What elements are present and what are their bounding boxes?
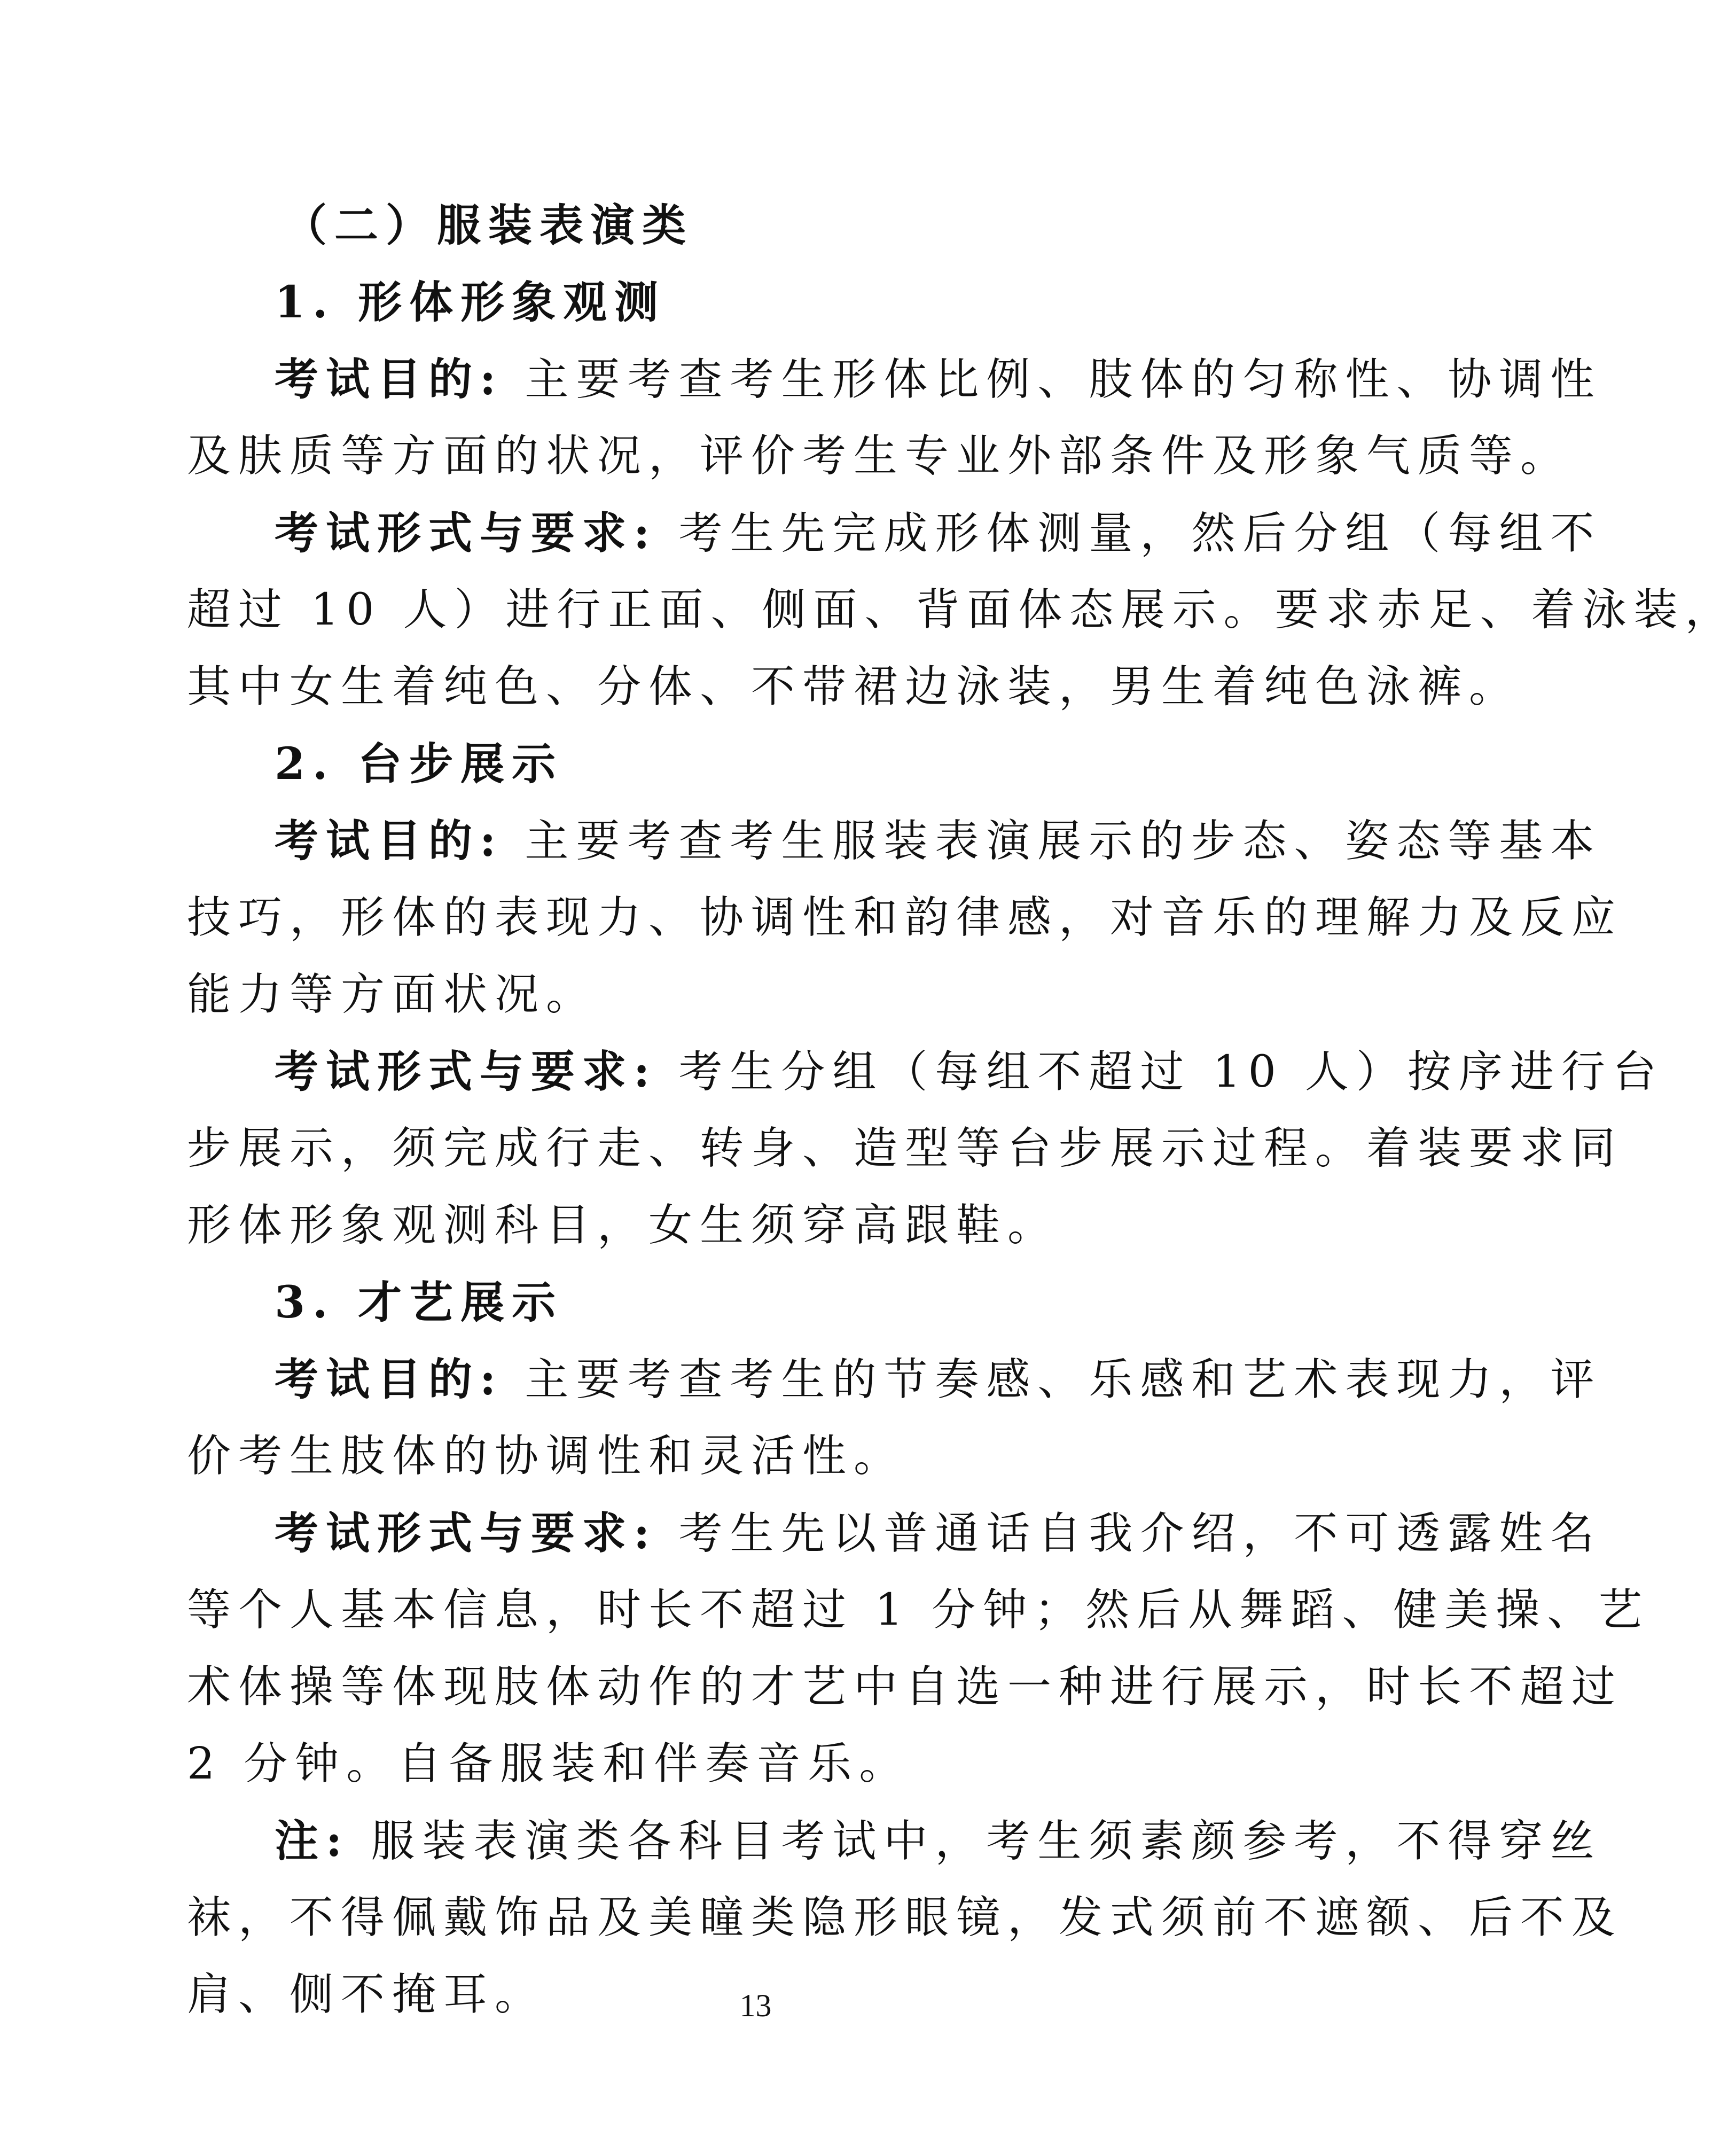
purpose-text: 主要考查考生服装表演展示的步态、姿态等基本 [503,816,1602,867]
item-heading-2: 2. 台步展示 [275,738,564,790]
requirement-label: 考试形式与要求: [275,1508,658,1559]
note-text: 服装表演类各科目考试中，考生须素颜参考，不得穿丝 [349,1816,1602,1867]
purpose-text: 能力等方面状况。 [187,969,598,1020]
note-text: 袜，不得佩戴饰品及美瞳类隐形眼镜，发式须前不遮额、后不及 [187,1892,1623,1943]
item-heading-1: 1. 形体形象观测 [275,277,666,328]
requirement-line [187,495,1602,572]
note-label: 注: [275,1815,350,1867]
purpose-text: 技巧，形体的表现力、协调性和韵律感，对音乐的理解力及反应 [187,892,1623,943]
requirement-text: 2 分钟。自备服装和伴奏音乐。 [187,1738,911,1789]
purpose-line [187,802,1602,879]
purpose-text: 价考生肢体的协调性和灵活性。 [187,1431,905,1481]
requirement-text: 考生先完成形体测量，然后分组（每组不 [657,508,1602,559]
purpose-text: 及肤质等方面的状况，评价考生专业外部条件及形象气质等。 [187,431,1572,481]
purpose-text: 主要考查考生形体比例、肢体的匀称性、协调性 [503,354,1602,405]
requirement-line [187,1495,1602,1572]
requirement-text: 术体操等体现肢体动作的才艺中自选一种进行展示，时长不超过 [187,1662,1623,1712]
purpose-label: 考试目的: [275,354,504,405]
requirement-text: 超过 10 人）进行正面、侧面、背面体态展示。要求赤足、着泳装， [187,584,1736,635]
requirement-text: 其中女生着纯色、分体、不带裙边泳装，男生着纯色泳裤。 [187,661,1521,712]
purpose-label: 考试目的: [275,1354,504,1405]
document-page [187,187,1736,2033]
requirement-text: 考生分组（每组不超过 10 人）按序进行台 [657,1047,1664,1097]
section-title: （二）服装表演类 [283,200,694,251]
requirement-label: 考试形式与要求: [275,1046,658,1097]
requirement-line [187,1033,1664,1110]
purpose-line [187,341,1602,418]
requirement-text: 等个人基本信息，时长不超过 1 分钟；然后从舞蹈、健美操、艺 [187,1585,1650,1635]
page-number: 13 [739,1988,772,2023]
purpose-line [187,1341,1602,1418]
purpose-label: 考试目的: [275,815,504,867]
item-heading-3: 3. 才艺展示 [275,1277,564,1328]
purpose-text: 主要考查考生的节奏感、乐感和艺术表现力，评 [503,1354,1602,1405]
note-text: 肩、侧不掩耳。 [187,1969,546,2020]
requirement-text: 考生先以普通话自我介绍，不可透露姓名 [657,1508,1602,1559]
requirement-label: 考试形式与要求: [275,508,658,559]
note-line [187,1803,1602,1879]
requirement-text: 形体形象观测科目，女生须穿高跟鞋。 [187,1200,1059,1251]
requirement-text: 步展示，须完成行走、转身、造型等台步展示过程。着装要求同 [187,1123,1623,1174]
